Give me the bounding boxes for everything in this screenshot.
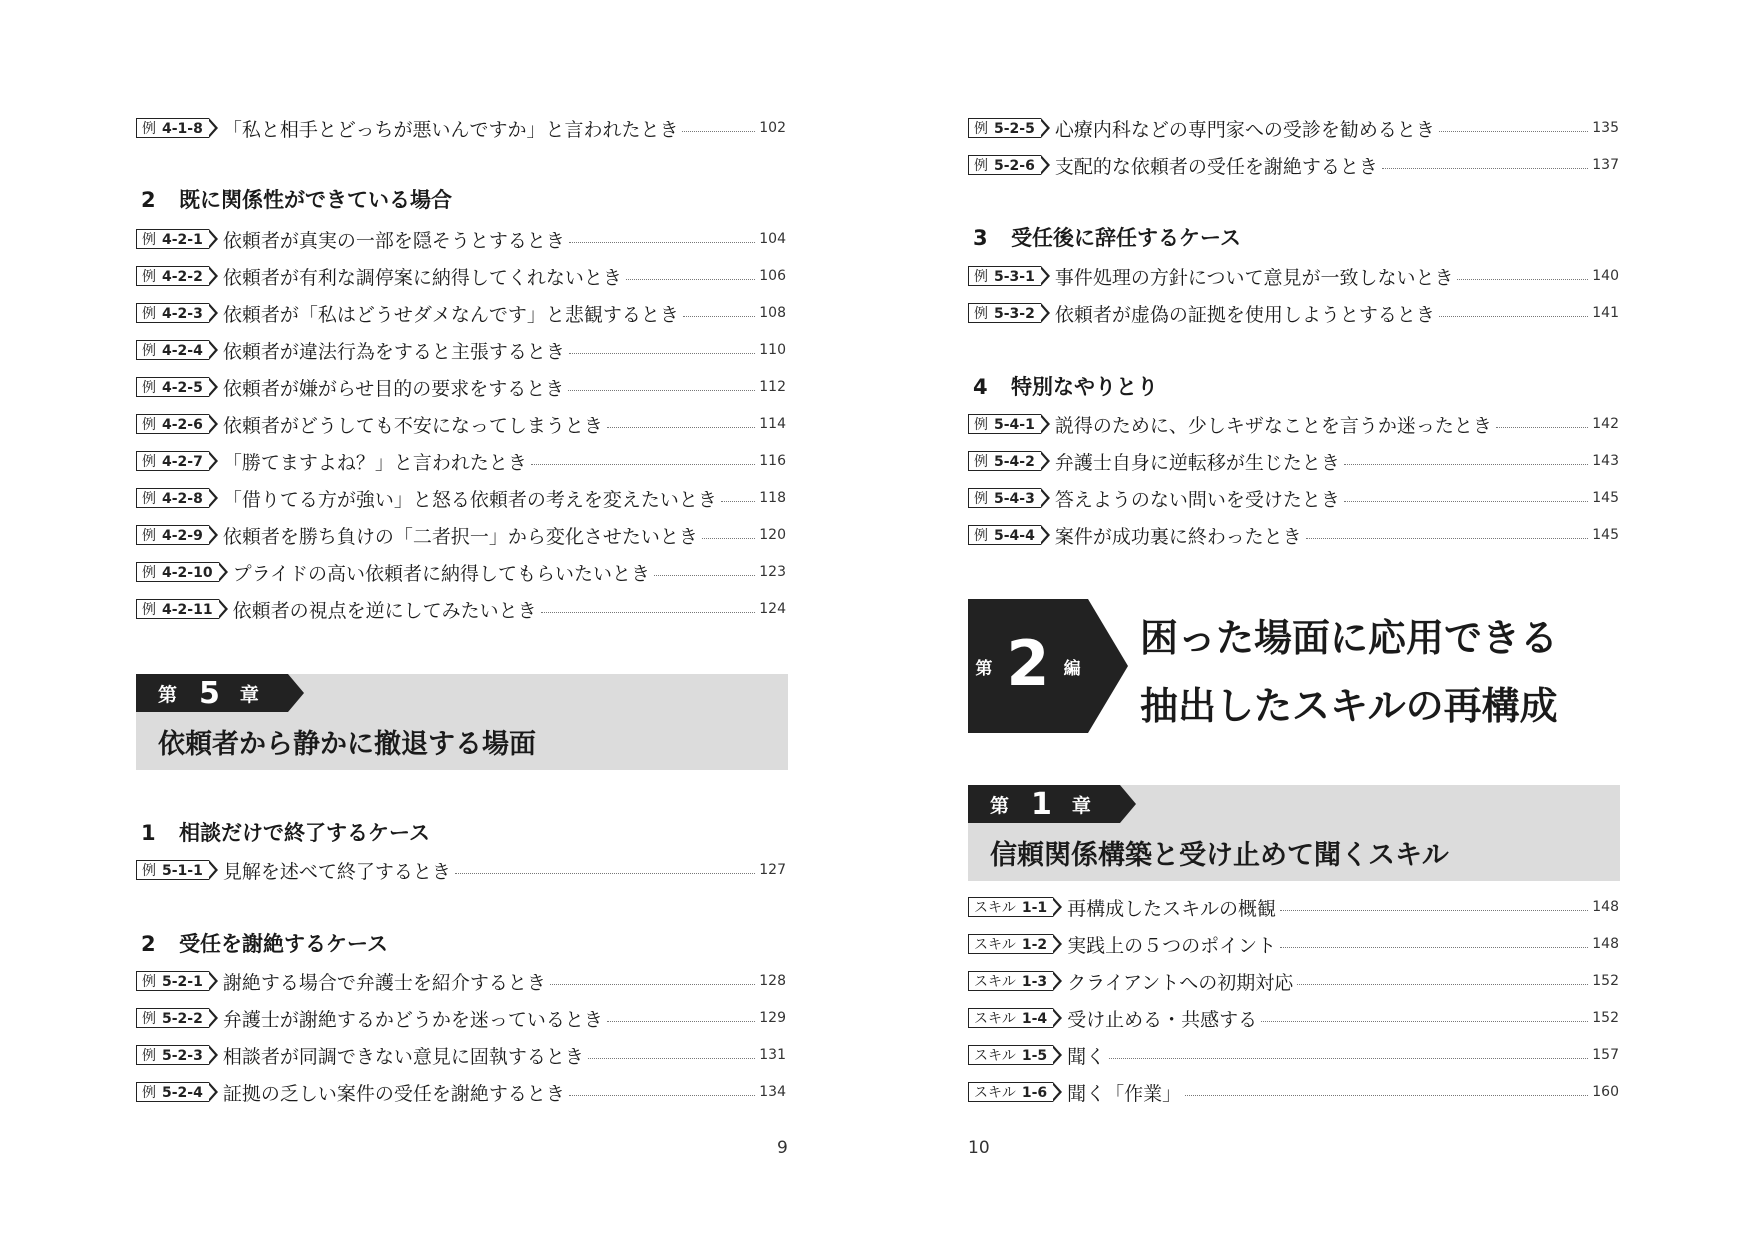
toc-entry[interactable] <box>968 1078 1619 1106</box>
page-number: 131 <box>759 1047 786 1063</box>
dot-leader <box>1306 538 1589 539</box>
page-number: 143 <box>1592 453 1619 469</box>
dot-leader <box>569 1095 755 1096</box>
section-heading: 2 既に関係性ができている場合 <box>141 188 452 212</box>
page-number: 152 <box>1592 1010 1619 1026</box>
toc-entry[interactable] <box>136 595 786 623</box>
toc-entry[interactable] <box>136 1041 786 1069</box>
page-number: 110 <box>759 342 786 358</box>
toc-entry[interactable] <box>968 262 1619 290</box>
page-number: 141 <box>1592 305 1619 321</box>
entry-title: 心療内科などの専門家への受診を勧めるとき <box>1054 118 1435 141</box>
example-tag: 例 4-2-1 <box>136 229 209 249</box>
example-tag: 例 4-2-9 <box>136 525 209 545</box>
toc-entry[interactable] <box>136 225 786 253</box>
dot-leader <box>1382 168 1588 169</box>
example-tag: 例 4-2-4 <box>136 340 209 360</box>
page-number: 129 <box>759 1010 786 1026</box>
entry-title: 依頼者が有利な調停案に納得してくれないとき <box>222 266 622 289</box>
skill-tag: スキル 1-1 <box>968 897 1053 917</box>
dot-leader <box>654 575 755 576</box>
toc-entry[interactable] <box>136 521 786 549</box>
dot-leader <box>607 427 755 428</box>
toc-entry[interactable] <box>136 967 786 995</box>
chapter-tab: 第 1 章 <box>968 785 1120 823</box>
part-title-line: 困った場面に応用できる <box>1140 616 1559 660</box>
page-number: 135 <box>1592 120 1619 136</box>
page-number: 104 <box>759 231 786 247</box>
skill-tag: スキル 1-6 <box>968 1082 1053 1102</box>
dot-leader <box>1109 1058 1588 1059</box>
dot-leader <box>1280 910 1588 911</box>
page-number: 148 <box>1592 936 1619 952</box>
dot-leader <box>531 464 755 465</box>
entry-title: 弁護士自身に逆転移が生じたとき <box>1054 451 1340 474</box>
dot-leader <box>702 538 755 539</box>
dot-leader <box>1457 279 1588 280</box>
dot-leader <box>721 501 755 502</box>
dot-leader <box>683 316 755 317</box>
page-number: 112 <box>759 379 786 395</box>
page-number: 157 <box>1592 1047 1619 1063</box>
page-number: 140 <box>1592 268 1619 284</box>
page-number: 124 <box>759 601 786 617</box>
example-tag: 例 4-2-6 <box>136 414 209 434</box>
entry-title: 依頼者がどうしても不安になってしまうとき <box>222 414 603 437</box>
page-number: 152 <box>1592 973 1619 989</box>
page-number: 123 <box>759 564 786 580</box>
part-title <box>1140 604 1558 740</box>
example-tag: 例 4-2-10 <box>136 562 219 582</box>
toc-entry[interactable] <box>136 373 786 401</box>
skill-tag: スキル 1-5 <box>968 1045 1053 1065</box>
page-number: 108 <box>759 305 786 321</box>
entry-title: 謝絶する場合で弁護士を紹介するとき <box>222 971 546 994</box>
toc-entry[interactable] <box>968 410 1619 438</box>
entry-title: 案件が成功裏に終わったとき <box>1054 525 1302 548</box>
dot-leader <box>550 984 755 985</box>
entry-title: 受け止める・共感する <box>1067 1008 1258 1031</box>
toc-entry[interactable] <box>136 447 786 475</box>
dot-leader <box>1185 1095 1588 1096</box>
example-tag: 例 5-2-1 <box>136 971 209 991</box>
page-number: 148 <box>1592 899 1619 915</box>
chapter-5-header <box>136 674 788 770</box>
page-number: 142 <box>1592 416 1619 432</box>
page-number: 127 <box>759 862 786 878</box>
example-tag: 例 5-3-1 <box>968 266 1041 286</box>
toc-entry[interactable] <box>136 856 786 884</box>
example-tag: 例 5-2-3 <box>136 1045 209 1065</box>
example-tag: 例 4-2-5 <box>136 377 209 397</box>
entry-title: 証拠の乏しい案件の受任を謝絶するとき <box>222 1082 565 1105</box>
entry-title: 見解を述べて終了するとき <box>222 860 451 883</box>
skill-tag: スキル 1-2 <box>968 934 1053 954</box>
entry-title: 依頼者が虚偽の証拠を使用しようとするとき <box>1054 303 1435 326</box>
toc-entry[interactable] <box>136 299 786 327</box>
page-number: 102 <box>759 120 786 136</box>
entry-title: 依頼者の視点を逆にしてみたいとき <box>232 599 537 622</box>
dot-leader <box>1439 316 1588 317</box>
dot-leader <box>1439 131 1588 132</box>
page-number: 137 <box>1592 157 1619 173</box>
toc-entry[interactable] <box>136 114 786 142</box>
entry-title: 事件処理の方針について意見が一致しないとき <box>1054 266 1454 289</box>
example-tag: 例 4-1-8 <box>136 118 209 138</box>
dot-leader <box>1344 501 1588 502</box>
entry-title: 答えようのない問いを受けたとき <box>1054 488 1340 511</box>
entry-title: 再構成したスキルの概観 <box>1067 897 1276 920</box>
entry-title: 「勝てますよね？」と言われたとき <box>222 451 527 474</box>
example-tag: 例 5-1-1 <box>136 860 209 880</box>
dot-leader <box>626 279 755 280</box>
page-number: 145 <box>1592 490 1619 506</box>
toc-entry[interactable] <box>136 1078 786 1106</box>
page-folio: 9 <box>777 1138 788 1158</box>
page-number: 145 <box>1592 527 1619 543</box>
dot-leader <box>682 131 755 132</box>
toc-entry[interactable] <box>968 893 1619 921</box>
entry-title: 支配的な依頼者の受任を謝絶するとき <box>1054 155 1378 178</box>
toc-entry[interactable] <box>136 336 786 364</box>
entry-title: 弁護士が謝絶するかどうかを迷っているとき <box>222 1008 603 1031</box>
section-heading: 2 受任を謝絶するケース <box>141 932 388 956</box>
entry-title: 依頼者が真実の一部を隠そうとするとき <box>222 229 565 252</box>
section-heading: 4 特別なやりとり <box>973 375 1158 399</box>
toc-entry[interactable] <box>968 1041 1619 1069</box>
toc-entry[interactable] <box>968 151 1619 179</box>
entry-title: プライドの高い依頼者に納得してもらいたいとき <box>232 562 651 585</box>
page-number: 116 <box>759 453 786 469</box>
example-tag: 例 5-2-2 <box>136 1008 209 1028</box>
toc-entry[interactable] <box>136 410 786 438</box>
example-tag: 例 4-2-8 <box>136 488 209 508</box>
entry-title: 聞く「作業」 <box>1067 1082 1182 1105</box>
dot-leader <box>1297 984 1588 985</box>
dot-leader <box>455 873 755 874</box>
example-tag: 例 4-2-11 <box>136 599 219 619</box>
page-number: 128 <box>759 973 786 989</box>
page-number: 106 <box>759 268 786 284</box>
example-tag: 例 5-4-1 <box>968 414 1041 434</box>
section-heading: 1 相談だけで終了するケース <box>141 821 430 845</box>
example-tag: 例 4-2-2 <box>136 266 209 286</box>
toc-entry[interactable] <box>968 447 1619 475</box>
page-number: 114 <box>759 416 786 432</box>
chapter-title: 信頼関係構築と受け止めて聞くスキル <box>990 840 1449 871</box>
entry-title: 「私と相手とどっちが悪いんですか」と言われたとき <box>222 118 679 141</box>
part-2-badge: 第 2 編 <box>968 599 1088 733</box>
dot-leader <box>569 242 755 243</box>
example-tag: 例 5-4-4 <box>968 525 1041 545</box>
example-tag: 例 4-2-3 <box>136 303 209 323</box>
toc-entry[interactable] <box>968 930 1619 958</box>
example-tag: 例 5-4-2 <box>968 451 1041 471</box>
dot-leader <box>1261 1021 1588 1022</box>
page-folio: 10 <box>968 1138 990 1158</box>
chapter-1-header <box>968 785 1620 881</box>
toc-entry[interactable] <box>136 262 786 290</box>
entry-title: 「借りてる方が強い」と怒る依頼者の考えを変えたいとき <box>222 488 717 511</box>
page-number: 160 <box>1592 1084 1619 1100</box>
dot-leader <box>541 612 756 613</box>
entry-title: 説得のために、少しキザなことを言うか迷ったとき <box>1054 414 1492 437</box>
page-number: 120 <box>759 527 786 543</box>
entry-title: 相談者が同調できない意見に固執するとき <box>222 1045 584 1068</box>
section-heading: 3 受任後に辞任するケース <box>973 226 1241 250</box>
example-tag: 例 4-2-7 <box>136 451 209 471</box>
dot-leader <box>1344 464 1588 465</box>
toc-entry[interactable] <box>968 521 1619 549</box>
entry-title: 依頼者が嫌がらせ目的の要求をするとき <box>222 377 565 400</box>
dot-leader <box>569 353 755 354</box>
entry-title: 実践上の５つのポイント <box>1067 934 1277 957</box>
toc-entry[interactable] <box>968 299 1619 327</box>
left-page <box>0 0 877 1240</box>
toc-entry[interactable] <box>968 114 1619 142</box>
example-tag: 例 5-2-5 <box>968 118 1041 138</box>
entry-title: クライアントへの初期対応 <box>1067 971 1294 994</box>
dot-leader <box>1496 427 1588 428</box>
page-number: 118 <box>759 490 786 506</box>
example-tag: 例 5-4-3 <box>968 488 1041 508</box>
toc-entry[interactable] <box>136 1004 786 1032</box>
example-tag: 例 5-2-4 <box>136 1082 209 1102</box>
toc-entry[interactable] <box>968 967 1619 995</box>
page-number: 134 <box>759 1084 786 1100</box>
entry-title: 聞く <box>1067 1045 1106 1068</box>
skill-tag: スキル 1-3 <box>968 971 1053 991</box>
entry-title: 依頼者が「私はどうせダメなんです」と悲観するとき <box>222 303 679 326</box>
example-tag: 例 5-2-6 <box>968 155 1041 175</box>
chapter-tab: 第 5 章 <box>136 674 288 712</box>
dot-leader <box>588 1058 755 1059</box>
dot-leader <box>1280 947 1588 948</box>
right-page <box>877 0 1755 1240</box>
chapter-title: 依頼者から静かに撤退する場面 <box>158 729 536 760</box>
entry-title: 依頼者を勝ち負けの「二者択一」から変化させたいとき <box>222 525 698 548</box>
part-title-line: 抽出したスキルの再構成 <box>1140 684 1558 728</box>
toc-entry[interactable] <box>136 484 786 512</box>
dot-leader <box>607 1021 755 1022</box>
entry-title: 依頼者が違法行為をすると主張するとき <box>222 340 565 363</box>
toc-entry[interactable] <box>968 484 1619 512</box>
example-tag: 例 5-3-2 <box>968 303 1041 323</box>
skill-tag: スキル 1-4 <box>968 1008 1053 1028</box>
dot-leader <box>568 390 755 391</box>
toc-entry[interactable] <box>136 558 786 586</box>
toc-entry[interactable] <box>968 1004 1619 1032</box>
